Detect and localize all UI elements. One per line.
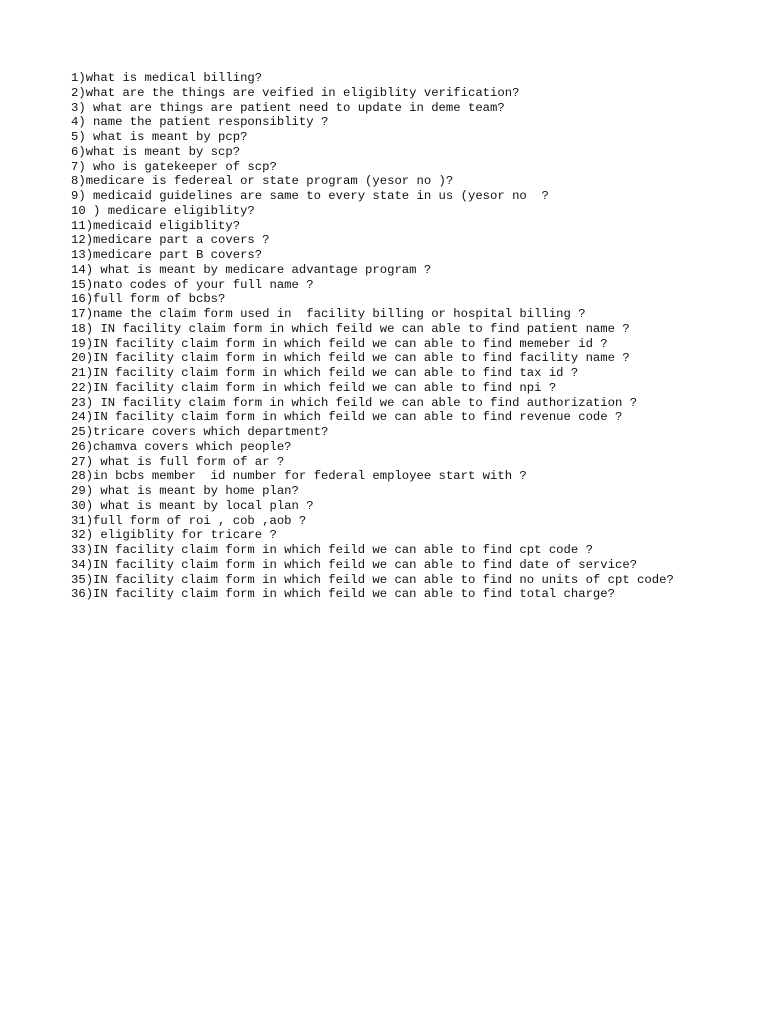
question-line: 27) what is full form of ar ? <box>71 454 285 469</box>
question-line: 12)medicare part a covers ? <box>71 233 270 248</box>
question-line: 28)in bcbs member id number for federal employee start with ? <box>71 469 527 484</box>
question-line: 15)nato codes of your full name ? <box>71 277 314 292</box>
question-line: 17)name the claim form used in facility billing or hospital billing ? <box>71 307 586 321</box>
question-line: 11)medicaid eligiblity? <box>71 218 241 233</box>
question-line: 24)IN facility claim form in which feild we can able to find revenue code ? <box>71 410 623 425</box>
question-line: 20)IN facility claim form in which feild we can able to find facility name ? <box>71 351 630 366</box>
question-line: 36)IN facility claim form in which feild we can able to find total charge? <box>71 587 615 602</box>
question-line: 23) IN facility claim form in which feild we can able to find authorization ? <box>71 395 638 410</box>
question-line: 6)what is meant by scp? <box>71 144 241 159</box>
question-line: 8)medicare is federeal or state program (yesor no )? <box>71 174 454 189</box>
question-line: 3) what are things are patient need to update in deme team? <box>71 100 505 115</box>
question-line: 32) eligiblity for tricare ? <box>71 528 277 543</box>
question-line: 25)tricare covers which department? <box>71 425 329 439</box>
question-line: 2)what are the things are veified in eligiblity verification? <box>71 85 520 100</box>
question-line: 29) what is meant by home plan? <box>71 484 299 498</box>
question-line: 4) name the patient responsiblity ? <box>71 115 329 130</box>
question-line: 30) what is meant by local plan ? <box>71 498 314 513</box>
question-line: 10 ) medicare eligiblity? <box>71 203 255 218</box>
question-line: 22)IN facility claim form in which feild we can able to find npi ? <box>71 380 557 395</box>
question-line: 35)IN facility claim form in which feild we can able to find no units of cpt code? <box>71 572 674 587</box>
question-line: 26)chamva covers which people? <box>71 439 292 454</box>
question-line: 31)full form of roi , cob ,aob ? <box>71 513 307 528</box>
question-line: 14) what is meant by medicare advantage program ? <box>71 262 432 277</box>
question-line: 1)what is medical billing? <box>71 71 263 85</box>
question-line: 21)IN facility claim form in which feild we can able to find tax id ? <box>71 366 579 380</box>
question-line: 33)IN facility claim form in which feild we can able to find cpt code ? <box>71 543 593 557</box>
question-line: 16)full form of bcbs? <box>71 292 226 307</box>
question-line: 34)IN facility claim form in which feild we can able to find date of service? <box>71 557 638 572</box>
question-line: 18) IN facility claim form in which feild we can able to find patient name ? <box>71 321 630 336</box>
question-line: 5) what is meant by pcp? <box>71 130 248 144</box>
question-line: 13)medicare part B covers? <box>71 248 263 262</box>
question-line: 19)IN facility claim form in which feild we can able to find memeber id ? <box>71 336 608 351</box>
question-line: 9) medicaid guidelines are same to every state in us (yesor no ? <box>71 189 549 203</box>
question-line: 7) who is gatekeeper of scp? <box>71 159 277 174</box>
question-list <box>71 71 674 602</box>
